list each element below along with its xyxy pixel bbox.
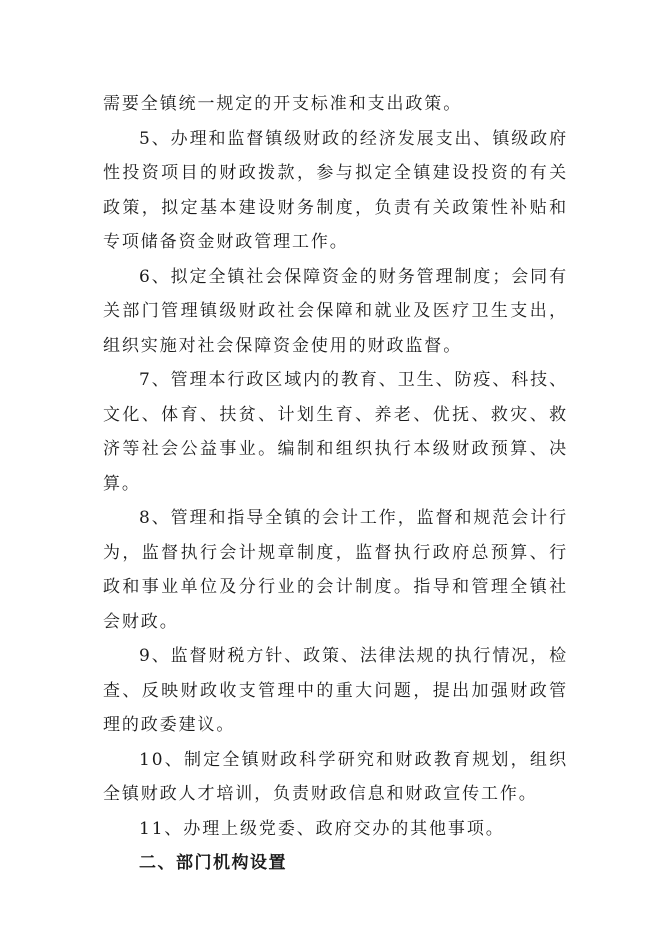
section-heading: 二、部门机构设置	[139, 853, 287, 873]
paragraph-continuation: 需要全镇统一规定的开支标准和支出政策。	[103, 94, 463, 114]
paragraph-item-5: 5、办理和监督镇级财政的经济发展支出、镇级政府性投资项目的财政拨款，参与拟定全镇建设投资的有关政策，拟定基本建设财务制度，负责有关政策性补贴和专项储备资金财政管理工作。	[103, 128, 568, 252]
paragraph-item-7: 7、管理本行政区域内的教育、卫生、防疫、科技、文化、体育、扶贫、计划生育、养老、优抚、救灾、救济等社会公益事业。编制和组织执行本级财政预算、决算。	[103, 370, 568, 494]
document-body	[103, 87, 568, 881]
paragraph-item-6: 6、拟定全镇社会保障资金的财务管理制度；会同有关部门管理镇级财政社会保障和就业及医疗卫生支出，组织实施对社会保障资金使用的财政监督。	[103, 266, 568, 356]
paragraph-item-8: 8、管理和指导全镇的会计工作，监督和规范会计行为，监督执行会计规章制度，监督执行政府总预算、行政和事业单位及分行业的会计制度。指导和管理全镇社会财政。	[103, 508, 568, 632]
paragraph-item-9: 9、监督财税方针、政策、法律法规的执行情况，检查、反映财政收支管理中的重大问题，提出加强财政管理的政委建议。	[103, 646, 568, 735]
paragraph-item-10: 10、制定全镇财政科学研究和财政教育规划，组织全镇财政人才培训，负责财政信息和财政宣传工作。	[103, 749, 568, 804]
paragraph-item-11: 11、办理上级党委、政府交办的其他事项。	[139, 818, 505, 839]
